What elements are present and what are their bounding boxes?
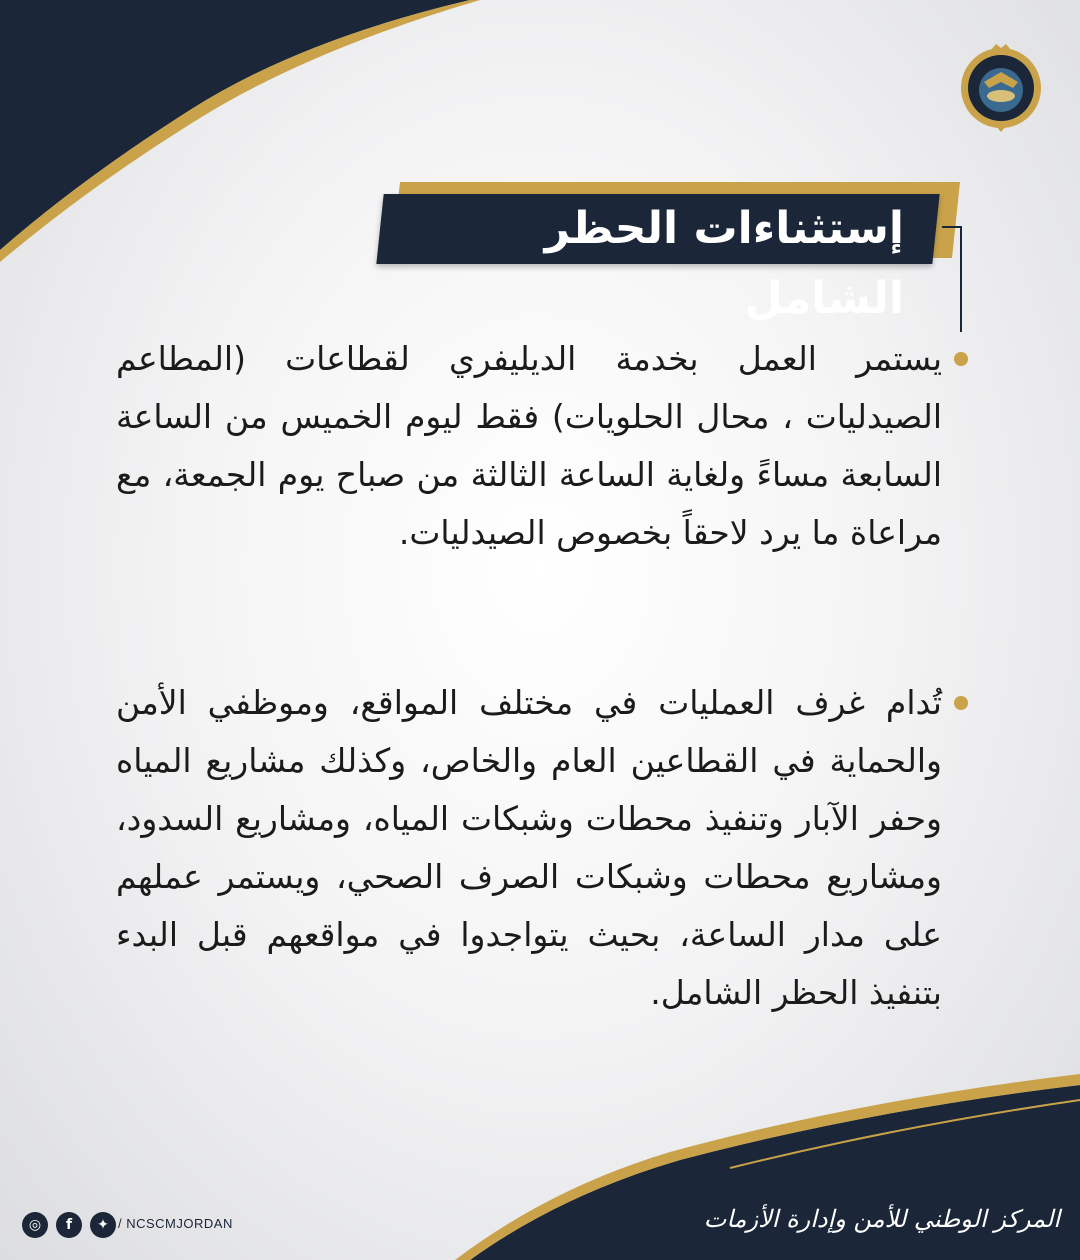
title-vertical-line (960, 226, 962, 332)
emblem-logo (958, 38, 1044, 134)
twitter-icon[interactable]: ✦ (90, 1212, 116, 1238)
page-title: إستثناءات الحظر الشامل (544, 203, 904, 324)
organization-signature: المركز الوطني للأمن وإدارة الأزمات (703, 1205, 1060, 1233)
title-connector-line (942, 226, 962, 228)
social-icons (22, 1212, 116, 1238)
bullet-paragraph-operations: تُدام غرف العمليات في مختلف المواقع، وموظفي الأمن والحماية في القطاعين العام والخاص، وكذلك مشاريع المياه وحفر الآبار وتنفيذ محطات وشبكات المياه، ومشاريع السدود، ومشاريع محطات وشبكات الصرف الصحي، ويستمر عملهم على مدار الساعة، بحيث يتواجدوا في مواقعهم قبل البدء بتنفيذ الحظر الشامل. (116, 683, 942, 1012)
social-handle: / NCSCMJORDAN (118, 1216, 233, 1231)
bullet-paragraph-delivery: يستمر العمل بخدمة الديليفري لقطاعات (المطاعم الصيدليات ، محال الحلويات) فقط ليوم الخميس من الساعة السابعة مساءً ولغاية الساعة الثالثة من صباح يوم الجمعة، مع مراعاة ما يرد لاحقاً بخصوص الصيدليات. (116, 339, 942, 552)
instagram-icon[interactable]: ◎ (22, 1212, 48, 1238)
title-banner (372, 180, 962, 324)
bullet-dot (954, 352, 968, 366)
facebook-icon[interactable]: f (56, 1212, 82, 1238)
bullet-dot (954, 696, 968, 710)
